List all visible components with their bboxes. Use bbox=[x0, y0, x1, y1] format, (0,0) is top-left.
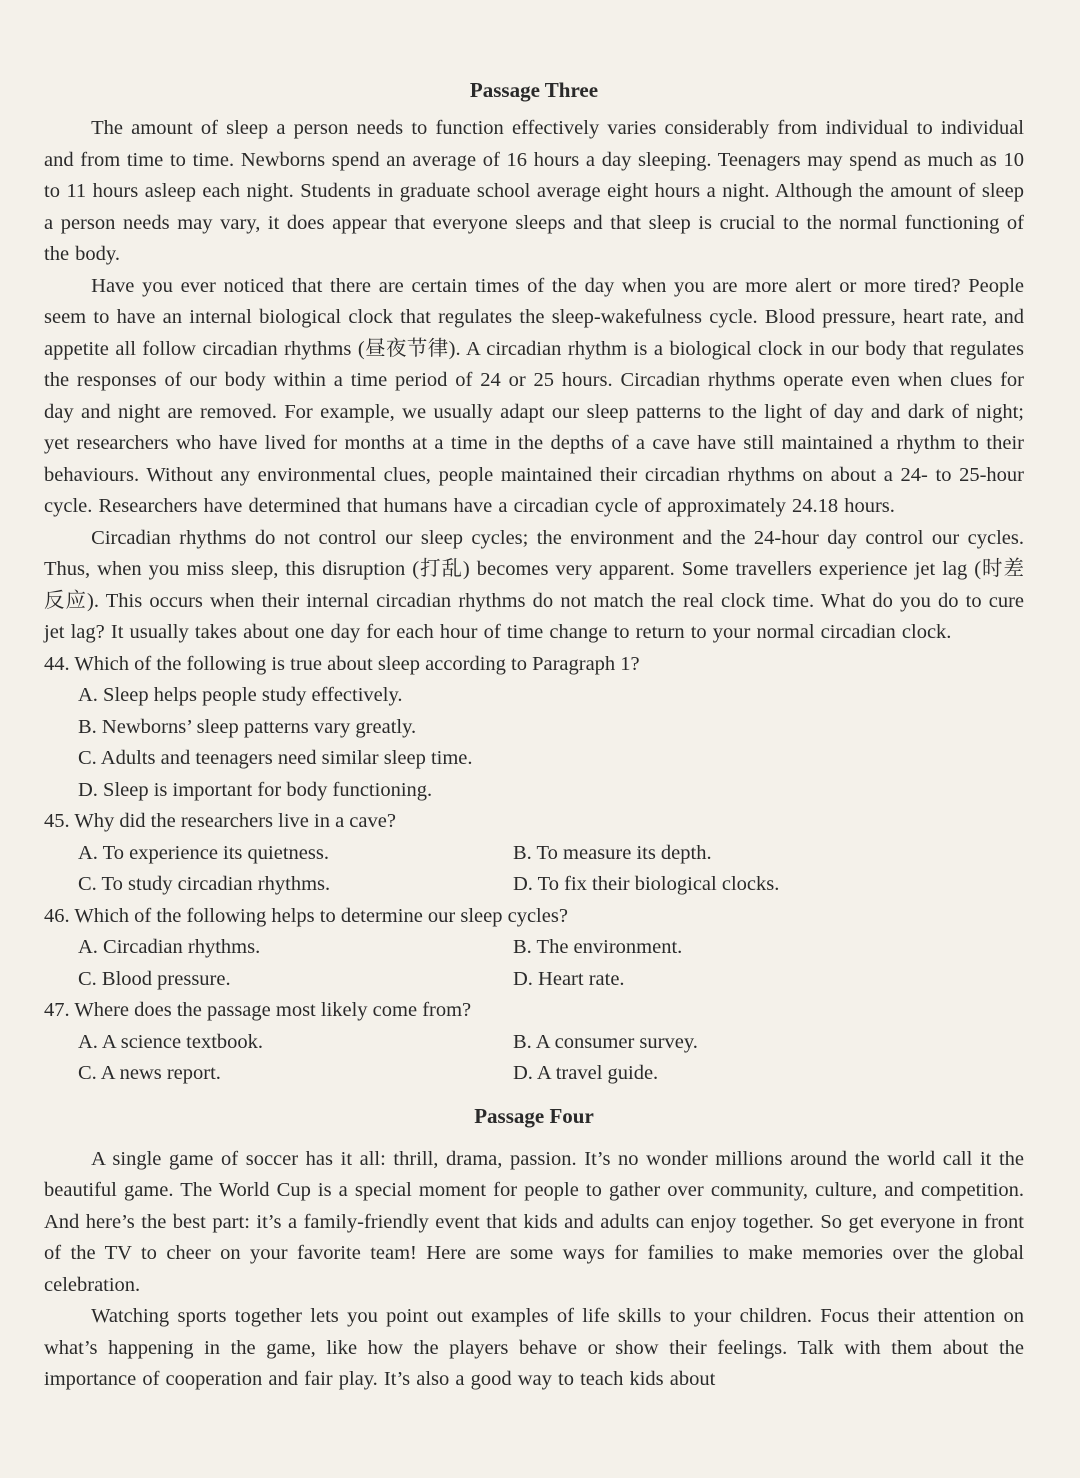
passage-four-paragraph-2: Watching sports together lets you point out examples of life skills to your children. Focus their attention on what’s happening in the game, like how the players behave or show their feelings. Talk with them about the importance of cooperation and fair play. It’s also a good way to teach kids about bbox=[44, 1305, 1024, 1390]
option-a: A. Sleep helps people study effectively. bbox=[78, 684, 403, 706]
option-a: A. A science textbook. bbox=[78, 1030, 264, 1053]
passage-three-paragraph-1: The amount of sleep a person needs to function effectively varies considerably from individual to individual and from time to time. Newborns spend an average of 16 hours a day sleeping. Teenagers may spend as much as 10 to 11 hours asleep each night. Students in graduate school average eight hours a night. Although the amount of sleep a person needs may vary, it does appear that everyone sleeps and that sleep is crucial to the normal functioning of the body. bbox=[44, 117, 1024, 265]
question-options bbox=[44, 1027, 1024, 1090]
question-46 bbox=[44, 901, 1024, 996]
question-45 bbox=[44, 806, 1024, 901]
passage-three-paragraph-2: Have you ever noticed that there are certain times of the day when you are more alert or more tired? People seem to have an internal biological clock that regulates the sleep-wakefulness cycle. Blood pressure, heart rate, and appetite all follow circadian rhythms (昼夜节律). A circadian rhythm is a biological clock in our body that regulates the responses of our body within a time period of 24 or 25 hours. Circadian rhythms operate even when clues for day and night are removed. For example, we usually adapt our sleep patterns to the light of day and dark of night; yet researchers who have lived for months at a time in the depths of a cave have still maintained a rhythm to their behaviours. Without any environmental clues, people maintained their circadian rhythms on about a 24- to 25-hour cycle. Researchers have determined that humans have a circadian cycle of approximately 24.18 hours. bbox=[44, 274, 1024, 517]
option-b: B. To measure its depth. bbox=[513, 841, 712, 864]
question-stem: 45. Why did the researchers live in a cave? bbox=[44, 810, 396, 832]
option-d: D. Sleep is important for body functioning. bbox=[78, 778, 433, 801]
option-d: D. Heart rate. bbox=[513, 967, 625, 990]
question-44 bbox=[44, 649, 1024, 807]
question-47 bbox=[44, 995, 1024, 1090]
option-c: C. Blood pressure. bbox=[78, 967, 231, 990]
question-stem: 47. Where does the passage most likely come from? bbox=[44, 999, 472, 1021]
passage-four-paragraph-1: A single game of soccer has it all: thrill, drama, passion. It’s no wonder millions around the world call it the beautiful game. The World Cup is a special moment for people to gather over community, culture, and competition. And here’s the best part: it’s a family-friendly event that kids and adults can enjoy together. So get everyone in front of the TV to cheer on your favorite team! Here are some ways for families to make memories over the global celebration. bbox=[44, 1147, 1024, 1296]
option-a: A. To experience its quietness. bbox=[78, 841, 329, 864]
question-stem: 44. Which of the following is true about sleep according to Paragraph 1? bbox=[44, 652, 640, 675]
option-c: C. To study circadian rhythms. bbox=[78, 873, 331, 895]
option-c: C. A news report. bbox=[78, 1062, 221, 1084]
passage-three-paragraph-3: Circadian rhythms do not control our sleep cycles; the environment and the 24-hour day control our cycles. Thus, when you miss sleep, this disruption (打乱) becomes very apparent. Some travellers experience jet lag (时差反应). This occurs when their internal circadian rhythms do not match the real clock time. What do you do to cure jet lag? It usually takes about one day for each hour of time change to return to your normal circadian clock. bbox=[44, 526, 1024, 643]
question-stem: 46. Which of the following helps to determine our sleep cycles? bbox=[44, 904, 568, 927]
question-options bbox=[44, 932, 1024, 995]
passage-four-title: Passage Four bbox=[474, 1103, 594, 1128]
option-b: B. Newborns’ sleep patterns vary greatly. bbox=[78, 715, 417, 738]
question-options bbox=[44, 680, 1024, 806]
option-c: C. Adults and teenagers need similar sleep time. bbox=[78, 747, 473, 769]
question-options bbox=[44, 838, 1024, 901]
option-b: B. The environment. bbox=[513, 936, 683, 958]
option-b: B. A consumer survey. bbox=[513, 1030, 698, 1053]
passage-three-title: Passage Three bbox=[469, 78, 599, 102]
option-d: D. A travel guide. bbox=[513, 1062, 659, 1084]
option-d: D. To fix their biological clocks. bbox=[513, 873, 780, 895]
option-a: A. Circadian rhythms. bbox=[78, 936, 261, 958]
